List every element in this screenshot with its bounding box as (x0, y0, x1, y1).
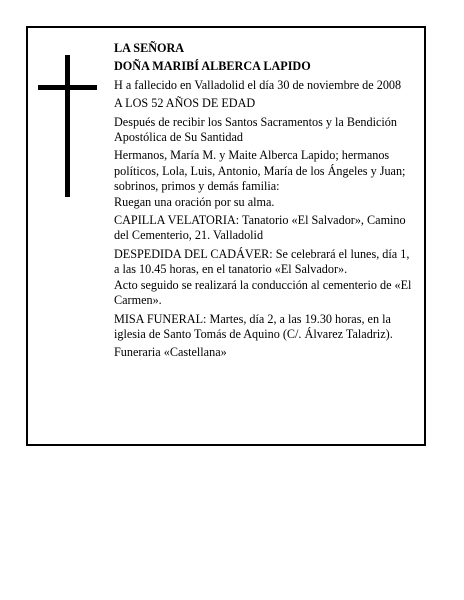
mass-details: MISA FUNERAL: Martes, día 2, a las 19.30 horas, en la iglesia de Santo Tomás de Aquino (C/. Álvarez Taladriz). (114, 311, 393, 341)
family-list: Hermanos, María M. y Maite Alberca Lapido; hermanos políticos, Lola, Luis, Antonio, María de los Ángeles y Juan; sobrinos, primos y demás familia: (114, 148, 406, 194)
prayer-request: Ruegan una oración por su alma. (114, 194, 275, 209)
burial-details: Acto seguido se realizará la conducción al cementerio de «El Carmen». (114, 277, 412, 308)
funeral-home: Funeraria «Castellana» (114, 345, 227, 360)
obituary-text (114, 41, 414, 364)
deceased-title: LA SEÑORA (114, 41, 185, 55)
sacraments-statement: Después de recibir los Santos Sacramentos y la Bendición Apostólica de Su Santidad (114, 114, 397, 145)
death-statement: H a fallecido en Valladolid el día 30 de noviembre de 2008 (114, 77, 402, 92)
deceased-name: DOÑA MARIBÍ ALBERCA LAPIDO (114, 59, 311, 74)
farewell-details: DESPEDIDA DEL CADÁVER: Se celebrará el lunes, día 1, a las 10.45 horas, en el tanatorio «El Salvador». (114, 246, 410, 277)
cross-icon (65, 55, 70, 197)
age-statement: A LOS 52 AÑOS DE EDAD (114, 96, 256, 111)
wake-location: CAPILLA VELATORIA: Tanatorio «El Salvador», Camino del Cementerio, 21. Valladolid (114, 213, 406, 243)
cross-icon-crossbar (38, 85, 97, 90)
